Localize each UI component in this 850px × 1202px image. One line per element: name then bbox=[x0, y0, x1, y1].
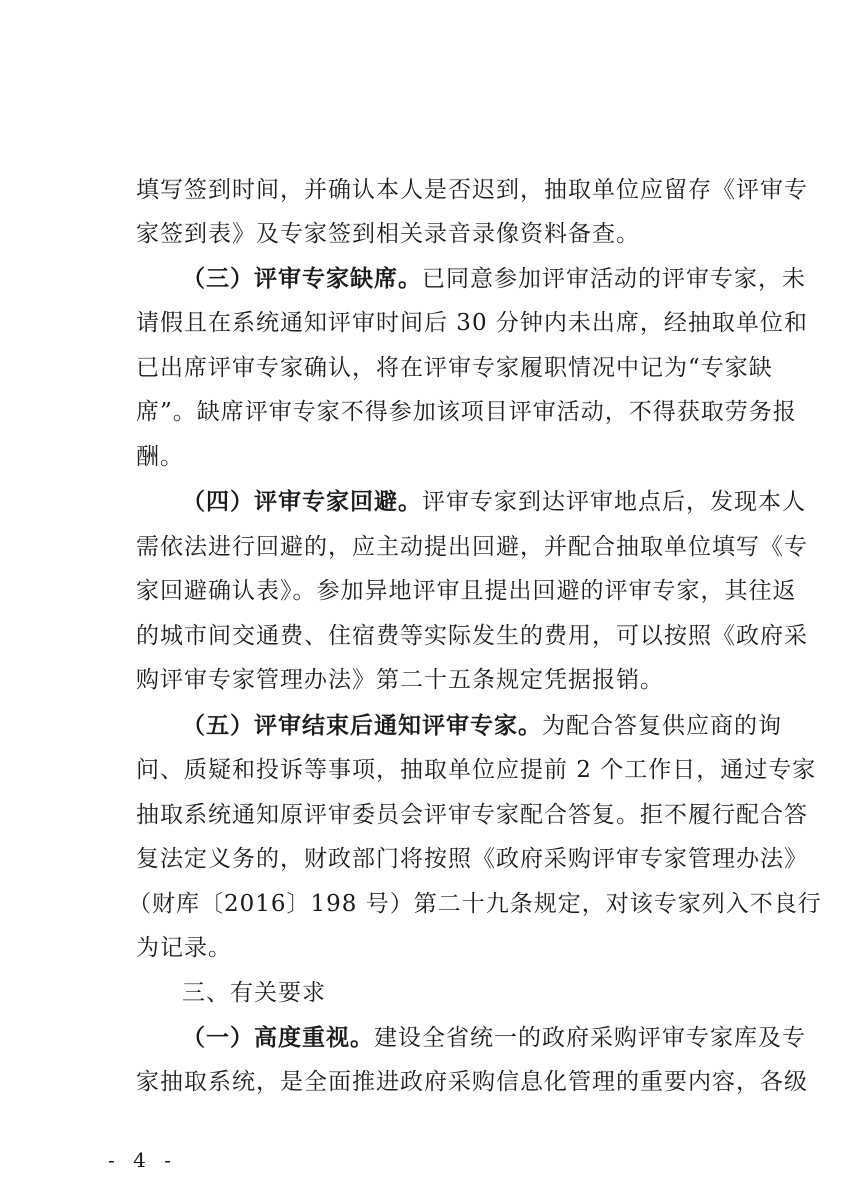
text-line bbox=[0, 571, 850, 611]
paragraph-text: 抽取系统通知原评审委员会评审专家配合答复。拒不履行配合答 bbox=[136, 802, 808, 828]
page-number: - 4 - bbox=[108, 1148, 177, 1172]
text-line bbox=[0, 839, 850, 879]
paragraph-text: 问、质疑和投诉等事项，抽取单位应提前 2 个工作日，通过专家 bbox=[136, 757, 817, 783]
text-line bbox=[0, 928, 850, 968]
paragraph-text: 已出席评审专家确认，将在评审专家履职情况中记为“专家缺 bbox=[136, 355, 773, 381]
paragraph-text: 请假且在系统通知评审时间后 30 分钟内未出席，经抽取单位和 bbox=[136, 310, 808, 336]
section-heading: （五）评审结束后通知评审专家。 bbox=[182, 712, 542, 739]
text-line bbox=[0, 795, 850, 835]
text-line bbox=[0, 750, 850, 790]
paragraph-text: 已同意参加评审活动的评审专家，未 bbox=[422, 266, 806, 292]
text-line bbox=[0, 348, 850, 388]
text-line bbox=[0, 706, 850, 746]
paragraph-text: 为配合答复供应商的询 bbox=[542, 713, 782, 739]
paragraph-text: 家抽取系统，是全面推进政府采购信息化管理的重要内容，各级 bbox=[136, 1069, 808, 1095]
paragraph-text: 需依法进行回避的，应主动提出回避，并配合抽取单位填写《专 bbox=[136, 534, 808, 560]
paragraph-text: 家回避确认表》。参加异地评审且提出回避的评审专家，其往返 bbox=[136, 578, 797, 604]
paragraph-text: 酬。 bbox=[136, 444, 184, 470]
section-heading: （三）评审专家缺席。 bbox=[182, 265, 422, 292]
text-line bbox=[0, 214, 850, 254]
text-line bbox=[0, 303, 850, 343]
text-line bbox=[0, 1018, 850, 1058]
paragraph-text: （财库〔2016〕198 号）第二十九条规定，对该专家列入不良行 bbox=[128, 891, 822, 917]
paragraph-text: 的城市间交通费、住宿费等实际发生的费用，可以按照《政府采 bbox=[136, 623, 808, 649]
paragraph-text: 评审专家到达评审地点后，发现本人 bbox=[422, 489, 806, 515]
text-line bbox=[0, 170, 850, 210]
text-line bbox=[0, 482, 850, 522]
text-line bbox=[0, 259, 850, 299]
paragraph-text: 购评审专家管理办法》第二十五条规定凭据报销。 bbox=[136, 667, 664, 693]
text-line bbox=[0, 884, 850, 924]
paragraph-text: 为记录。 bbox=[136, 935, 232, 961]
paragraph-text: 建设全省统一的政府采购评审专家库及专 bbox=[374, 1025, 806, 1051]
section-heading: （四）评审专家回避。 bbox=[182, 488, 422, 515]
section-heading: （一）高度重视。 bbox=[182, 1024, 374, 1051]
paragraph-text: 复法定义务的，财政部门将按照《政府采购评审专家管理办法》 bbox=[136, 846, 808, 872]
text-line bbox=[0, 973, 850, 1013]
text-line bbox=[0, 1062, 850, 1102]
paragraph-text: 家签到表》及专家签到相关录音录像资料备查。 bbox=[136, 221, 640, 247]
text-line bbox=[0, 392, 850, 432]
text-line bbox=[0, 660, 850, 700]
text-line bbox=[0, 437, 850, 477]
section-title: 三、有关要求 bbox=[182, 980, 326, 1006]
text-line bbox=[0, 527, 850, 567]
paragraph-text: 填写签到时间，并确认本人是否迟到，抽取单位应留存《评审专 bbox=[136, 177, 808, 203]
text-line bbox=[0, 616, 850, 656]
paragraph-text: 席”。缺席评审专家不得参加该项目评审活动，不得获取劳务报 bbox=[136, 399, 797, 425]
